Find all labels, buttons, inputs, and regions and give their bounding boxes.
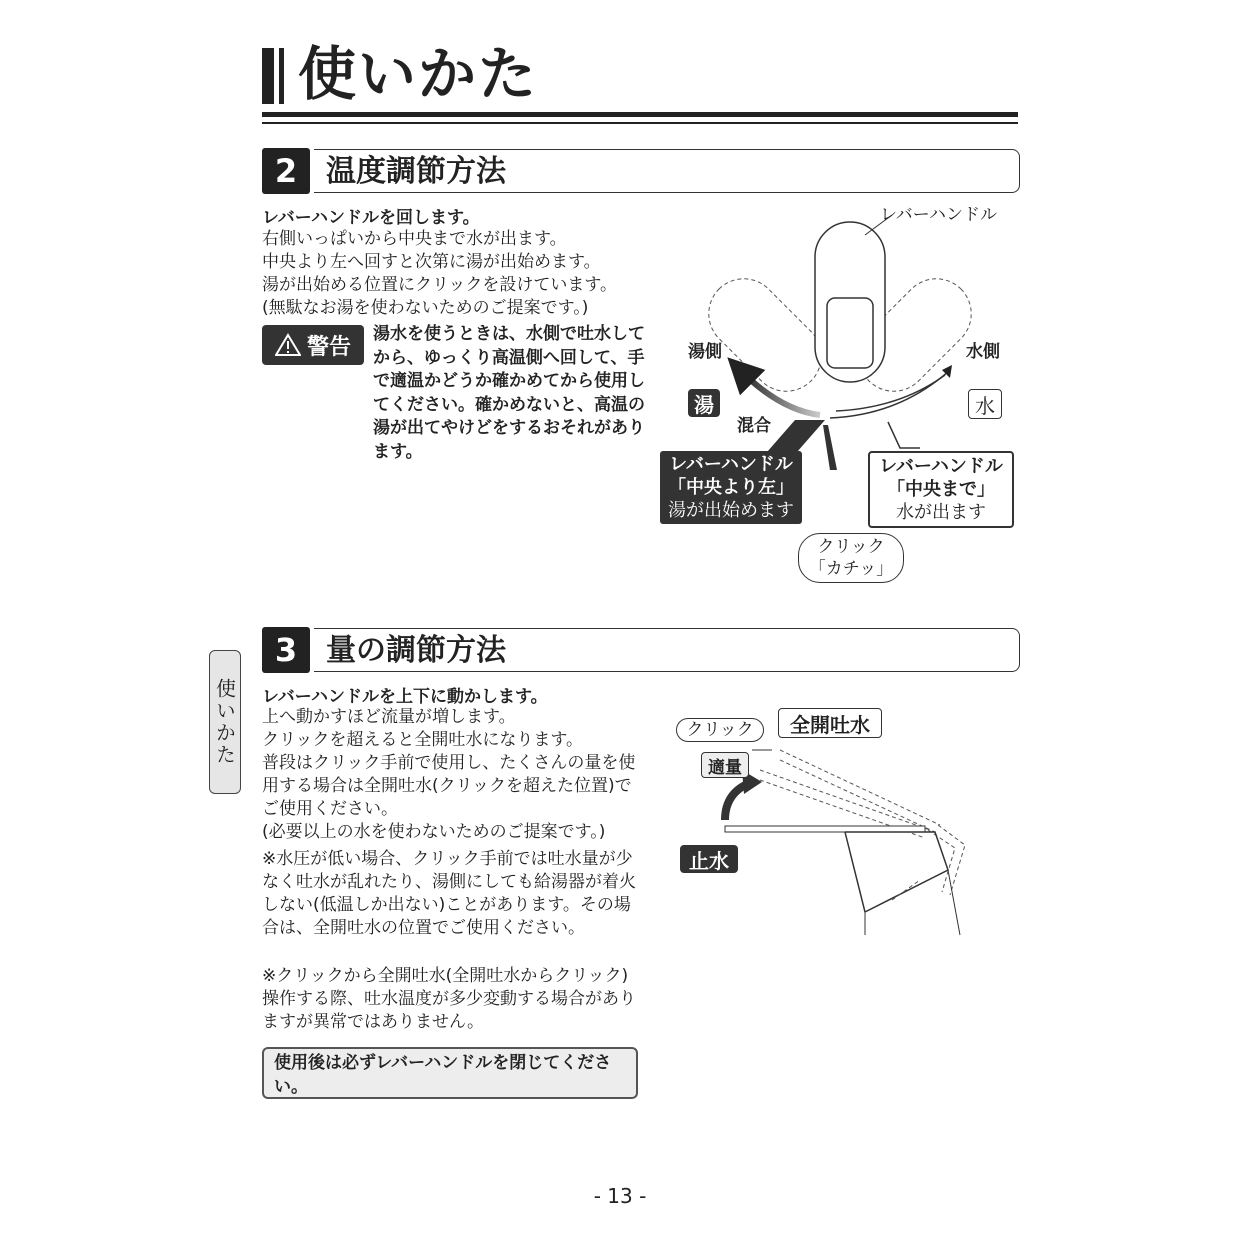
proper-amount-tag: 適量 — [701, 752, 749, 778]
title-bar-mark-thin — [279, 48, 284, 104]
hot-box-line1: レバーハンドル — [669, 454, 793, 475]
title-rule — [262, 112, 1018, 117]
click-label: クリック — [676, 718, 764, 742]
title-bar-mark — [262, 48, 274, 104]
stop-water-tag: 止水 — [680, 845, 738, 873]
click-bubble-line2: 「カチッ」 — [808, 559, 894, 579]
hot-start-box — [660, 451, 802, 524]
section-title: 量の調節方法 — [326, 633, 506, 668]
hot-box-line2: 「中央より左」 — [668, 477, 794, 498]
hot-box-line3: 湯が出始めます — [668, 500, 794, 521]
warning-triangle-icon — [275, 333, 301, 357]
click-bubble — [798, 533, 904, 583]
note-low-pressure: ※水圧が低い場合、クリック手前では吐水量が少なく吐水が乱れたり、湯側にしても給湯器が着火しない(低温しか出ない)ことがあります。その場合は、全開吐水の位置でご使用ください。 — [262, 849, 636, 938]
section-lead: レバーハンドルを回します。 — [262, 208, 480, 228]
section-body: 上へ動かすほど流量が増します。 クリックを超えると全開吐水になります。 普段はクリック手前で使用し、たくさんの量を使用する場合は全開吐水(クリックを超えた位置)でご使用ください。 (必要以上の水を使わないためのご提案です。) — [262, 707, 636, 842]
warning-label: 警告 — [306, 334, 351, 360]
warning-text: 湯水を使うときは、水側で吐水してから、ゆっくり高温側へ回して、手で適温かどうか確かめてから使用してください。確かめないと、高温の湯が出てやけどをするおそれがあります。 — [373, 324, 645, 462]
side-tab[interactable]: 使いかた — [209, 650, 241, 794]
section-number: 3 — [262, 627, 310, 673]
title-rule-thin — [262, 122, 1018, 124]
cold-box-line2: 「中央まで」 — [887, 479, 995, 500]
lever-label: レバーハンドル — [880, 205, 997, 225]
cold-side-label: 水側 — [966, 342, 1000, 362]
hot-tag: 湯 — [688, 389, 720, 417]
section-lead: レバーハンドルを上下に動かします。 — [262, 687, 548, 707]
final-notice: 使用後は必ずレバーハンドルを閉じてください。 — [262, 1047, 638, 1099]
page-title: 使いかた — [298, 40, 539, 108]
click-bubble-line1: クリック — [817, 537, 885, 557]
section-body: 右側いっぱいから中央まで水が出ます。 中央より左へ回すと次第に湯が出始めます。 湯が出始める位置にクリックを設けています。 (無駄なお湯を使わないためのご提案です。) — [262, 229, 617, 318]
cold-tag: 水 — [968, 389, 1002, 419]
hot-side-label: 湯側 — [688, 342, 722, 362]
section-title: 温度調節方法 — [326, 154, 506, 189]
section-number: 2 — [262, 148, 310, 194]
warning-badge — [262, 325, 364, 365]
cold-box-line3: 水が出ます — [896, 502, 986, 523]
full-open-tag: 全開吐水 — [778, 708, 882, 738]
cold-box-line1: レバーハンドル — [879, 456, 1003, 477]
mix-label: 混合 — [737, 416, 771, 436]
cold-range-box — [868, 451, 1014, 528]
page-number: - 13 - — [593, 1184, 647, 1208]
note-temperature: ※クリックから全開吐水(全開吐水からクリック)操作する際、吐水温度が多少変動する場合がありますが異常ではありません。 — [262, 966, 636, 1032]
